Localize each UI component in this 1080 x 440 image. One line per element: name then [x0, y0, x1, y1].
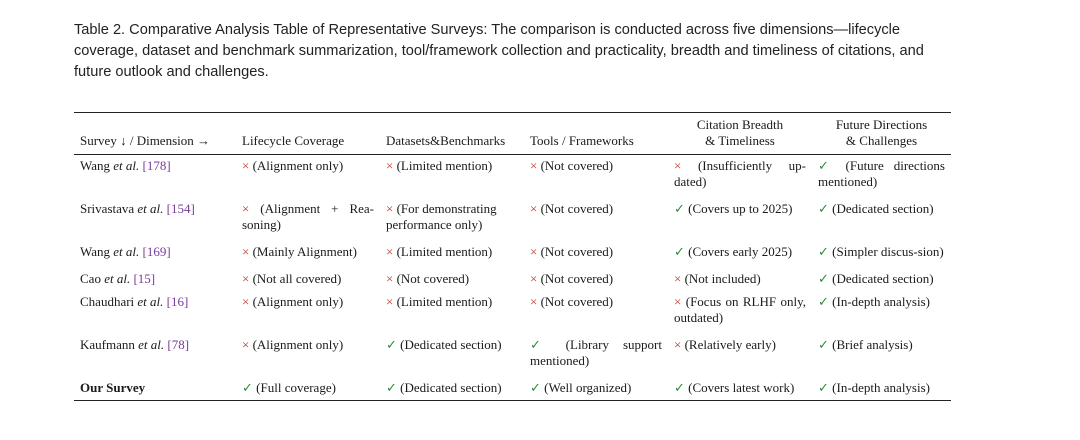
survey-cell [74, 155, 236, 195]
author-name: Wang [80, 158, 110, 173]
reference-link[interactable]: [78] [167, 337, 190, 352]
lifecycle-cell [236, 291, 380, 330]
et-al: et al. [113, 244, 140, 259]
header-citation-line2: & Timeliness [705, 133, 775, 148]
cell-text: (Future directions mentioned) [818, 158, 945, 189]
table-row [74, 194, 951, 237]
reference-link[interactable]: [16] [166, 294, 189, 309]
cross-icon: × [242, 294, 250, 309]
datasets-cell [380, 373, 524, 401]
comparison-table-container [74, 112, 951, 401]
check-icon: ✓ [818, 294, 829, 309]
citation-cell [668, 264, 812, 291]
tools-cell [524, 264, 668, 291]
cell-text: (Limited mention) [396, 294, 493, 309]
future-cell [812, 330, 951, 373]
cell-text: (Covers early 2025) [688, 244, 793, 259]
cross-icon: × [386, 294, 394, 309]
survey-cell [74, 237, 236, 264]
survey-cell [74, 373, 236, 401]
reference-link[interactable]: [169] [142, 244, 171, 259]
cell-text: (Insufficiently up-dated) [674, 158, 806, 189]
table-row [74, 291, 951, 330]
cross-icon: × [530, 271, 538, 286]
datasets-cell [380, 291, 524, 330]
cell-text: (Full coverage) [256, 380, 336, 395]
citation-cell [668, 237, 812, 264]
future-cell [812, 373, 951, 401]
header-lifecycle: Lifecycle Coverage [242, 133, 345, 148]
tools-cell [524, 194, 668, 237]
cell-text: (Alignment only) [252, 337, 344, 352]
reference-link[interactable]: [178] [142, 158, 171, 173]
citation-cell [668, 194, 812, 237]
cross-icon: × [674, 158, 682, 173]
tools-cell [524, 291, 668, 330]
survey-cell [74, 264, 236, 291]
cross-icon: × [386, 201, 394, 216]
cell-text: (Mainly Alignment) [252, 244, 357, 259]
check-icon: ✓ [818, 337, 829, 352]
survey-cell [74, 330, 236, 373]
citation-cell [668, 330, 812, 373]
cell-text: (Dedicated section) [400, 380, 502, 395]
tools-cell [524, 373, 668, 401]
survey-cell [74, 291, 236, 330]
check-icon: ✓ [818, 244, 829, 259]
check-icon: ✓ [386, 337, 397, 352]
cross-icon: × [530, 294, 538, 309]
check-icon: ✓ [674, 201, 685, 216]
future-cell [812, 155, 951, 195]
et-al: et al. [113, 158, 140, 173]
cell-text: (In-depth analysis) [832, 294, 930, 309]
comparison-table [74, 112, 951, 401]
check-icon: ✓ [530, 337, 552, 352]
datasets-cell [380, 264, 524, 291]
et-al: et al. [104, 271, 131, 286]
header-citation-line1: Citation Breadth [696, 117, 784, 132]
cell-text: (Brief analysis) [832, 337, 913, 352]
cell-text: (Well organized) [544, 380, 632, 395]
future-cell [812, 194, 951, 237]
author-name: Srivastava [80, 201, 135, 216]
et-al: et al. [137, 294, 164, 309]
cell-text: (Simpler discus-sion) [832, 244, 944, 259]
datasets-cell [380, 155, 524, 195]
check-icon: ✓ [674, 380, 685, 395]
datasets-cell [380, 237, 524, 264]
cell-text: (Covers latest work) [688, 380, 795, 395]
author-name: Cao [80, 271, 101, 286]
tools-cell [524, 237, 668, 264]
table-row [74, 237, 951, 264]
reference-link[interactable]: [154] [166, 201, 195, 216]
cell-text: (Dedicated section) [832, 271, 934, 286]
citation-cell [668, 291, 812, 330]
cross-icon: × [242, 158, 250, 173]
cell-text: (Dedicated section) [832, 201, 934, 216]
tools-cell [524, 155, 668, 195]
lifecycle-cell [236, 330, 380, 373]
check-icon: ✓ [674, 244, 685, 259]
cross-icon: × [530, 244, 538, 259]
lifecycle-cell [236, 373, 380, 401]
cell-text: (Not included) [684, 271, 761, 286]
check-icon: ✓ [530, 380, 541, 395]
table-row [74, 155, 951, 195]
cell-text: (Alignment only) [252, 158, 344, 173]
future-cell [812, 237, 951, 264]
author-name: Kaufmann [80, 337, 135, 352]
lifecycle-cell [236, 155, 380, 195]
check-icon: ✓ [818, 380, 829, 395]
cross-icon: × [242, 271, 250, 286]
reference-link[interactable]: [15] [133, 271, 156, 286]
cross-icon: × [530, 201, 538, 216]
check-icon: ✓ [242, 380, 253, 395]
cross-icon: × [242, 244, 250, 259]
lifecycle-cell [236, 264, 380, 291]
cross-icon: × [674, 271, 682, 286]
header-future-line1: Future Directions [835, 117, 928, 132]
citation-cell [668, 155, 812, 195]
header-future-line2: & Challenges [845, 133, 918, 148]
cross-icon: × [386, 158, 394, 173]
author-name: Chaudhari [80, 294, 135, 309]
check-icon: ✓ [818, 158, 836, 173]
author-name: Wang [80, 244, 110, 259]
cell-text: (Limited mention) [396, 158, 493, 173]
cell-text: (Relatively early) [684, 337, 776, 352]
header-future [812, 113, 951, 155]
cell-text: (Library support mentioned) [530, 337, 662, 368]
datasets-cell [380, 330, 524, 373]
tools-cell [524, 330, 668, 373]
cell-text: (Alignment + Rea-soning) [242, 201, 374, 232]
table-row [74, 330, 951, 373]
cell-text: (Alignment only) [252, 294, 344, 309]
header-survey: Survey ↓ / Dimension → [80, 133, 210, 148]
et-al: et al. [137, 201, 164, 216]
cell-text: (Not covered) [540, 271, 614, 286]
cell-text: (For demonstrating performance only) [386, 201, 497, 232]
check-icon: ✓ [386, 380, 397, 395]
check-icon: ✓ [818, 271, 829, 286]
table-caption: Table 2. Comparative Analysis Table of Representative Surveys: The comparison is conducted across five dimensions—lifecycle coverage, dataset and benchmark summarization, tool/framework collection and practicality, breadth and timeliness of citations, and future outlook and challenges. [74, 22, 924, 80]
future-cell [812, 291, 951, 330]
cross-icon: × [242, 337, 250, 352]
et-al: et al. [138, 337, 165, 352]
table-row [74, 264, 951, 291]
our-survey-label: Our Survey [80, 380, 146, 395]
lifecycle-cell [236, 237, 380, 264]
future-cell [812, 264, 951, 291]
header-datasets: Datasets&Benchmarks [386, 133, 506, 148]
cell-text: (Covers up to 2025) [688, 201, 793, 216]
cell-text: (Not covered) [540, 158, 614, 173]
cell-text: (Not covered) [540, 294, 614, 309]
datasets-cell [380, 194, 524, 237]
cross-icon: × [386, 271, 394, 286]
cell-text: (Focus on RLHF only, outdated) [674, 294, 807, 325]
survey-cell [74, 194, 236, 237]
lifecycle-cell [236, 194, 380, 237]
cell-text: (Not covered) [540, 201, 614, 216]
cell-text: (In-depth analysis) [832, 380, 930, 395]
cross-icon: × [674, 294, 682, 309]
cell-text: (Not covered) [396, 271, 470, 286]
cross-icon: × [242, 201, 250, 216]
cell-text: (Dedicated section) [400, 337, 502, 352]
cross-icon: × [386, 244, 394, 259]
cell-text: (Limited mention) [396, 244, 493, 259]
cell-text: (Not all covered) [252, 271, 342, 286]
table-row [74, 373, 951, 401]
header-row [74, 113, 951, 155]
header-tools: Tools / Frameworks [530, 133, 634, 148]
check-icon: ✓ [818, 201, 829, 216]
cross-icon: × [530, 158, 538, 173]
citation-cell [668, 373, 812, 401]
cross-icon: × [674, 337, 682, 352]
cell-text: (Not covered) [540, 244, 614, 259]
header-citation [668, 113, 812, 155]
